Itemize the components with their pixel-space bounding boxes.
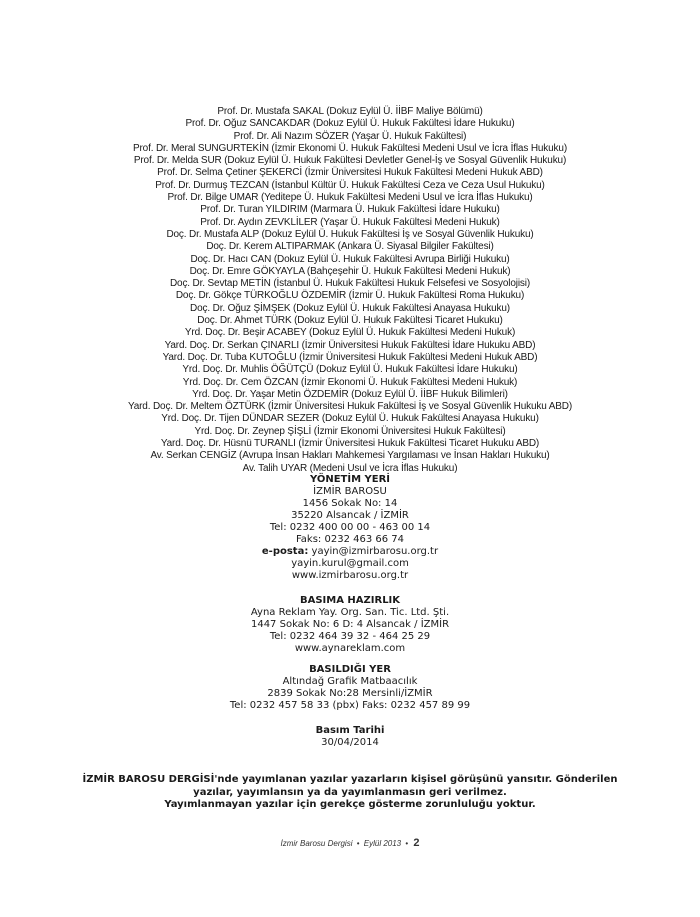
advisory-board-member: Doç. Dr. Sevtap METİN (İstanbul Ü. Hukuk Fakültesi Hukuk Felsefesi ve Sosyolojisi) bbox=[169, 278, 531, 290]
advisory-board-member: Yrd. Doç. Dr. Muhlis ÖĞÜTÇÜ (Dokuz Eylül Ü. Hukuk Fakültesi İdare Hukuku) bbox=[182, 364, 518, 376]
bullet-separator-icon: • bbox=[356, 839, 360, 848]
management-line: İZMİR BAROSU bbox=[313, 486, 387, 497]
advisory-board-member: Yrd. Doç. Dr. Cem ÖZCAN (İzmir Ekonomi Ü. Hukuk Fakültesi Medeni Hukuk) bbox=[182, 376, 518, 388]
advisory-board-member: Prof. Dr. Selma Çetiner ŞEKERCİ (İzmir Üniversitesi Hukuk Fakültesi Medeni Hukuk ABD) bbox=[157, 167, 543, 179]
disclaimer-line: Yayımlanmayan yazılar için gerekçe gösterme zorunluluğu yoktur. bbox=[164, 799, 536, 810]
advisory-board-member: Av. Serkan CENGİZ (Avrupa İnsan Hakları Mahkemesi Yargılaması ve İnsan Hakları Hukuku) bbox=[150, 450, 550, 462]
advisory-board-member: Av. Talih UYAR (Medeni Usul ve İcra İflas Hukuku) bbox=[242, 462, 458, 474]
advisory-board-member: Prof. Dr. Oğuz SANCAKDAR (Dokuz Eylül Ü. Hukuk Fakültesi İdare Hukuku) bbox=[185, 118, 515, 130]
advisory-board-member: Prof. Dr. Melda SUR (Dokuz Eylül Ü. Hukuk Fakültesi Devletler Genel-İş ve Sosyal Güvenlik Hukuku) bbox=[133, 155, 567, 167]
printing-place-heading: BASILDIĞI YER bbox=[309, 664, 391, 675]
page-number: 2 bbox=[413, 837, 420, 849]
email-label: e-posta: bbox=[261, 546, 309, 557]
website-link[interactable]: www.izmirbarosu.org.tr bbox=[291, 570, 409, 581]
advisory-board-member: Prof. Dr. Durmuş TEZCAN (İstanbul Kültür Ü. Hukuk Fakültesi Ceza ve Ceza Usul Hukuku) bbox=[155, 179, 545, 191]
page-footer bbox=[0, 837, 700, 849]
advisory-board-member: Yrd. Doç. Dr. Yaşar Metin ÖZDEMİR (Dokuz Eylül Ü. İİBF Hukuk Bilimleri) bbox=[192, 388, 508, 400]
management-heading: YÖNETİM YERİ bbox=[309, 474, 391, 485]
advisory-board-member: Yrd. Doç. Dr. Tijen DÜNDAR SEZER (Dokuz Eylül Ü. Hukuk Fakültesi Anayasa Hukuku) bbox=[161, 413, 539, 425]
printing-prep-line: Ayna Reklam Yay. Org. San. Tic. Ltd. Şti. bbox=[250, 607, 450, 618]
advisory-board-member: Yard. Doç. Dr. Tuba KUTOĞLU (İzmir Üniversitesi Hukuk Fakültesi Medeni Hukuk ABD) bbox=[162, 351, 538, 363]
advisory-board-member: Prof. Dr. Ali Nazım SÖZER (Yaşar Ü. Hukuk Fakültesi) bbox=[233, 130, 467, 142]
disclaimer-line: İZMİR BAROSU DERGİSİ'nde yayımlanan yazılar yazarların kişisel görüşünü yansıtır. Gönderilen bbox=[82, 774, 618, 785]
email-link-secondary[interactable]: yayin.kurul@gmail.com bbox=[291, 558, 409, 569]
print-date-heading: Basım Tarihi bbox=[315, 725, 385, 736]
management-email-line bbox=[0, 546, 700, 558]
printing-place-line: Tel: 0232 457 58 33 (pbx) Faks: 0232 457 89 99 bbox=[229, 700, 471, 711]
print-date-value: 30/04/2014 bbox=[321, 737, 379, 748]
advisory-board-member: Yard. Doç. Dr. Hüsnü TURANLI (İzmir Üniversitesi Hukuk Fakültesi Ticaret Hukuku ABD) bbox=[160, 438, 540, 450]
advisory-board-member: Prof. Dr. Bilge UMAR (Yeditepe Ü. Hukuk Fakültesi Medeni Usul ve İcra İflas Hukuku) bbox=[167, 192, 533, 204]
advisory-board-member: Yard. Doç. Dr. Meltem ÖZTÜRK (İzmir Üniversitesi Hukuk Fakültesi İş ve Sosyal Güvenlik Hukuku ABD) bbox=[127, 401, 573, 413]
advisory-board-member: Prof. Dr. Aydın ZEVKLİLER (Yaşar Ü. Hukuk Fakültesi Medeni Hukuk) bbox=[200, 216, 500, 228]
printing-place-line: Altındağ Grafik Matbaacılık bbox=[282, 676, 418, 687]
bullet-separator-icon: • bbox=[405, 839, 409, 848]
advisory-board-member: Doç. Dr. Ahmet TÜRK (Dokuz Eylül Ü. Hukuk Fakültesi Ticaret Hukuku) bbox=[197, 315, 503, 327]
advisory-board-member: Prof. Dr. Meral SUNGURTEKİN (İzmir Ekonomi Ü. Hukuk Fakültesi Medeni Usul ve İcra İflas Hukuku) bbox=[132, 142, 568, 154]
print-date-section bbox=[0, 725, 700, 749]
advisory-board-member: Doç. Dr. Mustafa ALP (Dokuz Eylül Ü. Hukuk Fakültesi İş ve Sosyal Güvenlik Hukuku) bbox=[166, 228, 534, 240]
management-line: 35220 Alsancak / İZMİR bbox=[291, 510, 409, 521]
printing-prep-website[interactable]: www.aynareklam.com bbox=[294, 643, 406, 654]
advisory-board-member: Doç. Dr. Gökçe TÜRKOĞLU ÖZDEMİR (İzmir Ü. Hukuk Fakültesi Roma Hukuku) bbox=[175, 290, 525, 302]
advisory-board-member: Doç. Dr. Kerem ALTIPARMAK (Ankara Ü. Siyasal Bilgiler Fakültesi) bbox=[206, 241, 494, 253]
management-fax: Faks: 0232 463 66 74 bbox=[295, 534, 405, 545]
printing-place-section bbox=[0, 664, 700, 712]
disclaimer bbox=[0, 774, 700, 812]
management-line: 1456 Sokak No: 14 bbox=[302, 498, 398, 509]
printing-prep-section bbox=[0, 595, 700, 655]
disclaimer-line: yazılar, yayımlansın ya da yayımlanmasın geri verilmez. bbox=[193, 786, 507, 798]
advisory-board-list bbox=[0, 106, 700, 475]
email-link[interactable]: yayin@izmirbarosu.org.tr bbox=[311, 546, 439, 557]
printing-prep-line: Tel: 0232 464 39 32 - 464 25 29 bbox=[269, 631, 431, 642]
advisory-board-member: Yard. Doç. Dr. Serkan ÇINARLI (İzmir Üniversitesi Hukuk Fakültesi İdare Hukuku ABD) bbox=[164, 339, 536, 351]
advisory-board-member: Yrd. Doç. Dr. Zeynep ŞİŞLİ (İzmir Ekonomi Üniversitesi Hukuk Fakültesi) bbox=[194, 425, 506, 437]
footer-date: Eylül 2013 bbox=[363, 839, 402, 848]
management-phone: Tel: 0232 400 00 00 - 463 00 14 bbox=[269, 522, 431, 533]
advisory-board-member: Doç. Dr. Emre GÖKYAYLA (Bahçeşehir Ü. Hukuk Fakültesi Medeni Hukuk) bbox=[189, 265, 511, 277]
printing-prep-line: 1447 Sokak No: 6 D: 4 Alsancak / İZMİR bbox=[250, 619, 450, 630]
advisory-board-member: Prof. Dr. Mustafa SAKAL (Dokuz Eylül Ü. İİBF Maliye Bölümü) bbox=[217, 106, 483, 117]
advisory-board-member: Prof. Dr. Turan YILDIRIM (Marmara Ü. Hukuk Fakültesi İdare Hukuku) bbox=[200, 204, 500, 216]
printing-prep-heading: BASIMA HAZIRLIK bbox=[299, 595, 401, 606]
advisory-board-member: Yrd. Doç. Dr. Beşir ACABEY (Dokuz Eylül Ü. Hukuk Fakültesi Medeni Hukuk) bbox=[184, 327, 516, 339]
advisory-board-member: Doç. Dr. Oğuz ŞİMŞEK (Dokuz Eylül Ü. Hukuk Fakültesi Anayasa Hukuku) bbox=[190, 302, 510, 314]
printing-place-line: 2839 Sokak No:28 Mersinli/İZMİR bbox=[267, 688, 433, 699]
advisory-board-member: Doç. Dr. Hacı CAN (Dokuz Eylül Ü. Hukuk Fakültesi Avrupa Birliği Hukuku) bbox=[190, 253, 510, 265]
footer-journal-name: İzmir Barosu Dergisi bbox=[280, 839, 353, 848]
management-section bbox=[0, 474, 700, 582]
